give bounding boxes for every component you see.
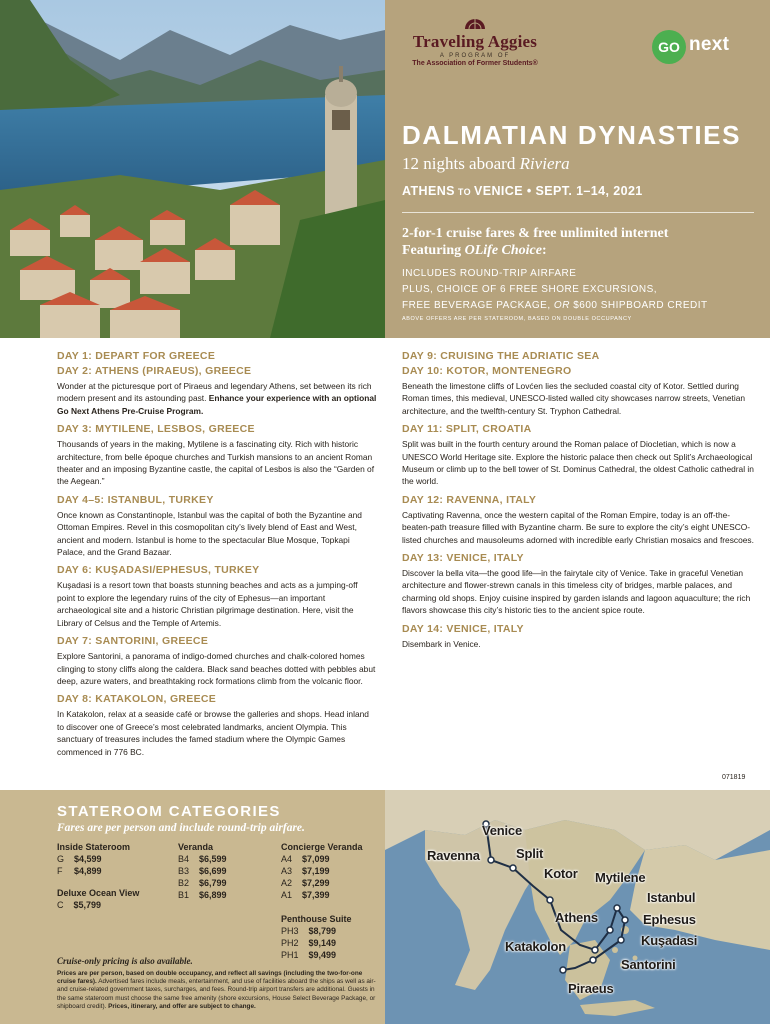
header-divider [402,212,754,213]
map-label-piraeus: Piraeus [568,981,614,996]
logo-sub2: The Association of Former Students® [412,60,538,67]
price-row [281,925,346,937]
includes-line: INCLUDES ROUND-TRIP AIRFARE [402,268,577,279]
price-row [178,853,237,865]
map-label-mytilene: Mytilene [595,870,646,885]
price-table [281,925,346,961]
stateroom-title: STATEROOM CATEGORIES [57,803,281,820]
offer-line-2 [402,243,547,259]
route-to-word: TO [457,187,472,197]
map-label-katakolon: Katakolon [505,939,567,954]
price-row [281,889,340,901]
category-concierge [281,841,363,901]
day-text-bold: Enhance your experience with an optional Go Next Athens Pre-Cruise Program. [57,393,377,416]
day-text: Kuşadasi is a resort town that boasts stunning beaches and acts as a jumping-off point to explore the legendary ruins of the city of Ephesus—an important archaeological site and a historic Christian pilgrimage destination. Here, visit the Library of Celsus and the Temple of Artemis. [57,580,358,628]
day-text: Beneath the limestone cliffs of Lovćen lies the secluded coastal city of Kotor. Settled during Roman times, this medieval, UNESCO-listed walled city showcases narrow streets, Venetian architecture, and the twelfth-century St. Tryphon Cathedral. [402,381,746,416]
trip-title: DALMATIAN DYNASTIES [402,120,742,150]
day-text [57,380,377,417]
route-map [385,790,770,1024]
price-row [281,877,340,889]
includes-beverage: FREE BEVERAGE PACKAGE, [402,300,551,311]
price-table [57,853,112,877]
cruise-only-note: Cruise-only pricing is also available. [57,956,193,966]
offer-disclaimer: ABOVE OFFERS ARE PER STATEROOM, BASED ON DOUBLE OCCUPANCY [402,316,632,322]
map-label-santorini: Santorini [621,957,676,972]
map-label-ephesus: Ephesus [643,912,696,927]
category-price: $9,149 [308,938,337,948]
price-row [57,899,111,911]
category-price: $6,699 [199,866,227,876]
category-heading: Deluxe Ocean View [57,888,140,898]
go-badge: GO [652,30,686,64]
price-row [178,865,237,877]
map-label-istanbul: Istanbul [647,890,696,905]
category-price: $8,799 [308,926,337,936]
category-code: B4 [178,854,190,864]
day-heading: DAY 11: SPLIT, CROATIA [402,423,532,436]
day-heading: DAY 4–5: ISTANBUL, TURKEY [57,493,214,506]
day-text: Captivating Ravenna, once the western capital of the Roman Empire, today is an off-the-beaten-path treasure filled with Byzantine charm. Be sure to explore the city’s eight UNESCO-listed churches and mausoleums adorned with incredible early Christian mosaics and frescoes. [402,509,754,545]
day-heading: DAY 1: DEPART FOR GREECE [57,350,216,362]
category-price: $5,799 [73,900,102,910]
day-heading: DAY 6: KUŞADASI/EPHESUS, TURKEY [57,564,260,577]
map-label-kotor: Kotor [544,866,578,881]
logo-sub1: A PROGRAM OF [439,53,511,59]
day-text: Split was built in the fourth century around the Roman palace of Diocletian, which is now a UNESCO World Heritage site. Explore the historic palace then check out Split’s Archaeological Museum or climb up to the bell tower of St. Dominus Cathedral, the oldest Catholic cathedral in the world. [402,439,754,487]
category-heading: Veranda [178,842,214,852]
offer-colon: : [541,243,547,258]
category-inside [57,841,130,877]
category-price: $7,199 [302,866,330,876]
category-code: A3 [281,866,293,876]
map-label-ravenna: Ravenna [427,848,480,863]
category-code: PH2 [281,938,299,948]
map-label-kusadasi: Kuşadasi [641,933,698,948]
category-code: F [57,866,63,876]
category-deluxe [57,887,139,911]
offer-featuring: Featuring [402,243,462,258]
subtitle-prefix: 12 nights aboard [402,154,516,173]
includes-or: OR [553,300,570,311]
includes-credit: $600 SHIPBOARD CREDIT [573,300,708,311]
offer-includes [402,266,708,314]
document-code: 071819 [722,774,746,781]
day-text: Explore Santorini, a panorama of indigo-domed churches and chalk-colored homes clinging to stony cliffs along the caldera. Black sand beaches dotted with pebbles abut deep, azure waters, and breathtaking rock formations climb from the volcanic floor. [57,651,376,686]
itinerary-left [57,350,377,764]
category-price: $6,899 [199,890,227,900]
category-code: B3 [178,866,190,876]
map-label-athens: Athens [555,910,598,925]
price-row [178,889,237,901]
category-heading: Concierge Veranda [281,842,363,852]
day-heading: DAY 7: SANTORINI, GREECE [57,635,209,648]
day-text-body: Wonder at the picturesque port of Piraeus and legendary Athens, set between its rich modern present and its astounding past. [57,381,372,404]
fine-print [57,970,377,1011]
offer-brand: OLife Choice [464,243,542,258]
day-heading: DAY 14: VENICE, ITALY [402,622,524,635]
category-code: A2 [281,878,293,888]
map-label-venice: Venice [482,823,522,838]
day-text: Discover la bella vita—the good life—in the fairytale city of Venice. Take in graceful Venetian architecture and flower-strewn canals in this timeless city of bridges, marble palaces, and charming old shops. Enjoy cuisine inspired by garden islands and lagoon aquaculture; the rich flavors showcase this city’s historic ties to the ancient spice route. [402,568,751,616]
includes-line [402,298,708,314]
category-code: B2 [178,878,190,888]
go-next-wordmark: next [689,34,730,55]
fine-body: Advertised fares include meals, entertainment, and use of facilities aboard the ships as well as air- and cruise-related government taxes, surcharges, and fees. Round-trip airport transfers are additional. Guests in the same stateroom must choose the same free amenity (shore excursions, House Select Beverage Package, or shipboard credit). [57,978,376,1010]
fine-bold-1: Prices are per person, based on double occupancy, and reflect all savings (including the two-for-one cruise fares). [57,970,363,986]
day-heading: DAY 10: KOTOR, MONTENEGRO [402,365,572,377]
price-row [281,937,346,949]
includes-line: PLUS, CHOICE OF 6 FREE SHORE EXCURSIONS, [402,284,658,295]
category-code: PH1 [281,950,299,960]
price-row [178,877,237,889]
day-heading: DAY 13: VENICE, ITALY [402,552,524,565]
price-table [178,853,237,901]
day-text: Thousands of years in the making, Mytilene is a fascinating city. Rich with historic architecture, from belle époque churches and Turkish mansions to an ancient Roman theater and an imposing Byzantine castle, the capital of Lesbos is also the “Garden of the Aegean.” [57,439,375,487]
logo-brand: Traveling Aggies [412,32,538,51]
category-price: $7,299 [302,878,330,888]
price-table [281,853,340,901]
day-heading: DAY 8: KATAKOLON, GREECE [57,693,217,706]
price-row [57,865,112,877]
category-veranda [178,841,237,901]
price-row [281,853,340,865]
map-label-split: Split [516,846,544,861]
price-row [281,949,346,961]
ship-name: Riviera [519,154,570,173]
category-price: $6,599 [199,854,227,864]
stateroom-subtitle: Fares are per person and include round-trip airfare. [57,822,305,834]
route-from: ATHENS [402,184,455,198]
day-heading: DAY 9: CRUISING THE ADRIATIC SEA [402,350,600,362]
trip-subtitle [402,154,570,174]
price-row [281,865,340,877]
day-text: Disembark in Venice. [402,638,481,649]
category-price: $6,799 [199,878,227,888]
category-code: B1 [178,890,190,900]
category-penthouse [281,913,352,961]
hero [0,0,770,338]
offer-line-1: 2-for-1 cruise fares & free unlimited internet [402,226,669,241]
day-heading: DAY 12: RAVENNA, ITALY [402,493,537,506]
category-code: G [57,854,65,864]
traveling-aggies-logo [400,12,550,67]
fine-bold-2: Prices, itinerary, and offer are subject to change. [108,1002,256,1010]
globe-icon [463,12,487,30]
category-code: C [57,900,64,910]
category-code: PH3 [281,926,299,936]
day-text: In Katakolon, relax at a seaside café or browse the galleries and shops. Head inland to discover one of Greece’s most celebrated landmarks, ancient Olympia. This sanctuary of treasures includes the famed stadium where the Olympic Games commenced in 776 BC. [57,709,369,757]
route-rest: VENICE • SEPT. 1–14, 2021 [474,184,643,198]
kotor-photo [0,0,385,338]
price-row [57,853,112,865]
category-heading: Penthouse Suite [281,914,352,924]
category-code: A1 [281,890,293,900]
day-text: Once known as Constantinople, Istanbul was the capital of both the Byzantine and Ottoman Empires. Revel in this cosmopolitan city’s lively blend of East and West, ancient and modern. Istanbul is home to the spectacular Blue Mosque, Topkapi Palace, and the Grand Bazaar. [57,509,362,558]
category-code: A4 [281,854,293,864]
category-price: $4,899 [74,866,102,876]
category-price: $9,499 [308,950,337,960]
category-price: $7,399 [302,890,330,900]
price-table [57,899,111,911]
trip-route [402,184,643,198]
category-price: $7,099 [302,854,330,864]
category-heading: Inside Stateroom [57,842,131,852]
day-heading: DAY 3: MYTILENE, LESBOS, GREECE [57,423,255,436]
itinerary-right [402,350,757,656]
day-heading: DAY 2: ATHENS (PIRAEUS), GREECE [57,365,252,377]
category-price: $4,599 [74,854,102,864]
